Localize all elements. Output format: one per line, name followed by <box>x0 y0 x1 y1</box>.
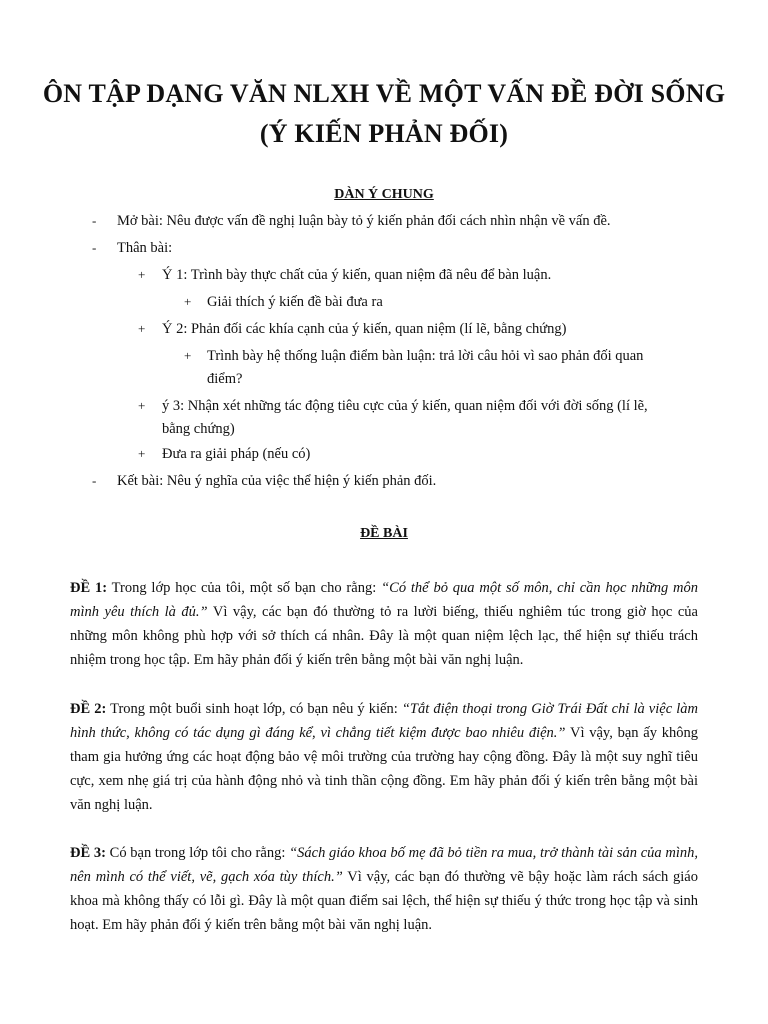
dash-bullet: - <box>92 213 97 228</box>
dash-bullet: - <box>92 240 97 255</box>
title-line-2: (Ý KIẾN PHẢN ĐỐI) <box>259 119 509 148</box>
outline-heading: DÀN Ý CHUNG <box>334 187 434 202</box>
exercise-intro: Có bạn trong lớp tôi cho rằng: <box>105 845 290 861</box>
exercise-rest: Vì vậy, bạn ấy không tham gia hưởng ứng các hoạt động bảo vệ môi trường của trường hay cộng đồng. Đây là một suy nghĩ tiêu cực, xem nhẹ giá trị của hành động nhỏ và tinh thần cộng đồng. Em hãy phản đối ý kiến trên bằng một bài văn nghị luận. <box>70 725 698 813</box>
plus-bullet: + <box>138 267 146 282</box>
exercise-intro: Trong lớp học của tôi, một số bạn cho rằng: <box>107 580 382 596</box>
outline-than-bai: Thân bài: <box>117 240 173 256</box>
outline-y4: Đưa ra giải pháp (nếu có) <box>162 446 311 462</box>
outline-y2-sub-line2: điểm? <box>207 371 243 387</box>
exercise-quote: “Sách giáo khoa bố mẹ đã bỏ tiền ra mua, trở thành tài sản của mình, nên mình có thể viết, vẽ, gạch xóa tùy thích.” <box>70 845 698 885</box>
title-line-1: ÔN TẬP DẠNG VĂN NLXH VỀ MỘT VẤN ĐỀ ĐỜI SỐNG <box>42 79 726 108</box>
outline-mo-bai: Mở bài: Nêu được vấn đề nghị luận bày tỏ ý kiến phản đối cách nhìn nhận về vấn đề. <box>117 213 611 229</box>
outline-ket-bai: Kết bài: Nêu ý nghĩa của việc thể hiện ý kiến phản đối. <box>117 473 437 489</box>
plus-bullet: + <box>138 398 146 413</box>
plus-bullet: + <box>138 446 146 461</box>
exercise-rest: Vì vậy, các bạn đó thường tỏ ra lười biếng, thiếu nghiêm túc trong giờ học của những môn không phù hợp với sở thích cá nhân. Đây là một quan niệm lệch lạc, thể hiện sự thiếu trách nhiệm trong học tập. Em hãy phản đối ý kiến trên bằng một bài văn nghị luận. <box>70 604 698 668</box>
exercise-label: ĐỀ 2: <box>70 701 107 717</box>
exercise-intro: Trong một buổi sinh hoạt lớp, có bạn nêu ý kiến: <box>106 701 402 717</box>
exercise-rest: Vì vậy, các bạn đó thường vẽ bậy hoặc làm rách sách giáo khoa mà không thấy có lỗi gì. Đây là một quan điểm sai lệch, thể hiện sự thiếu ý thức trong học tập và sinh hoạt. Em hãy phản đối ý kiến trên bằng một bài văn nghị luận. <box>70 869 698 933</box>
exercise-label: ĐỀ 1: <box>70 580 108 596</box>
outline-y2: Ý 2: Phản đối các khía cạnh của ý kiến, quan niệm (lí lẽ, bằng chứng) <box>162 321 567 337</box>
outline-y1: Ý 1: Trình bày thực chất của ý kiến, quan niệm đã nêu để bàn luận. <box>162 267 552 283</box>
exercise-3 <box>70 841 698 937</box>
outline-y3-line2: bằng chứng) <box>162 421 235 437</box>
exercise-1 <box>70 576 698 672</box>
exercise-label: ĐỀ 3: <box>70 845 106 861</box>
exercise-quote: “Có thể bỏ qua một số môn, chỉ cần học những môn mình yêu thích là đủ.” <box>70 580 699 620</box>
dash-bullet: - <box>92 473 97 488</box>
outline-y1-sub: Giải thích ý kiến đề bài đưa ra <box>207 294 383 310</box>
exercises-heading: ĐỀ BÀI <box>360 526 408 541</box>
plus-bullet: + <box>184 348 192 363</box>
plus-bullet: + <box>184 294 192 309</box>
outline-y3-line1: ý 3: Nhận xét những tác động tiêu cực của ý kiến, quan niệm đối với đời sống (lí lẽ, <box>162 398 648 414</box>
exercise-2 <box>70 697 698 817</box>
exercise-quote: “Tắt điện thoại trong Giờ Trái Đất chỉ là việc làm hình thức, không có tác dụng gì đáng kể, vì chẳng tiết kiệm được bao nhiêu điện.” <box>70 701 698 741</box>
plus-bullet: + <box>138 321 146 336</box>
outline-y2-sub-line1: Trình bày hệ thống luận điểm bàn luận: trả lời câu hỏi vì sao phản đối quan <box>207 348 644 364</box>
